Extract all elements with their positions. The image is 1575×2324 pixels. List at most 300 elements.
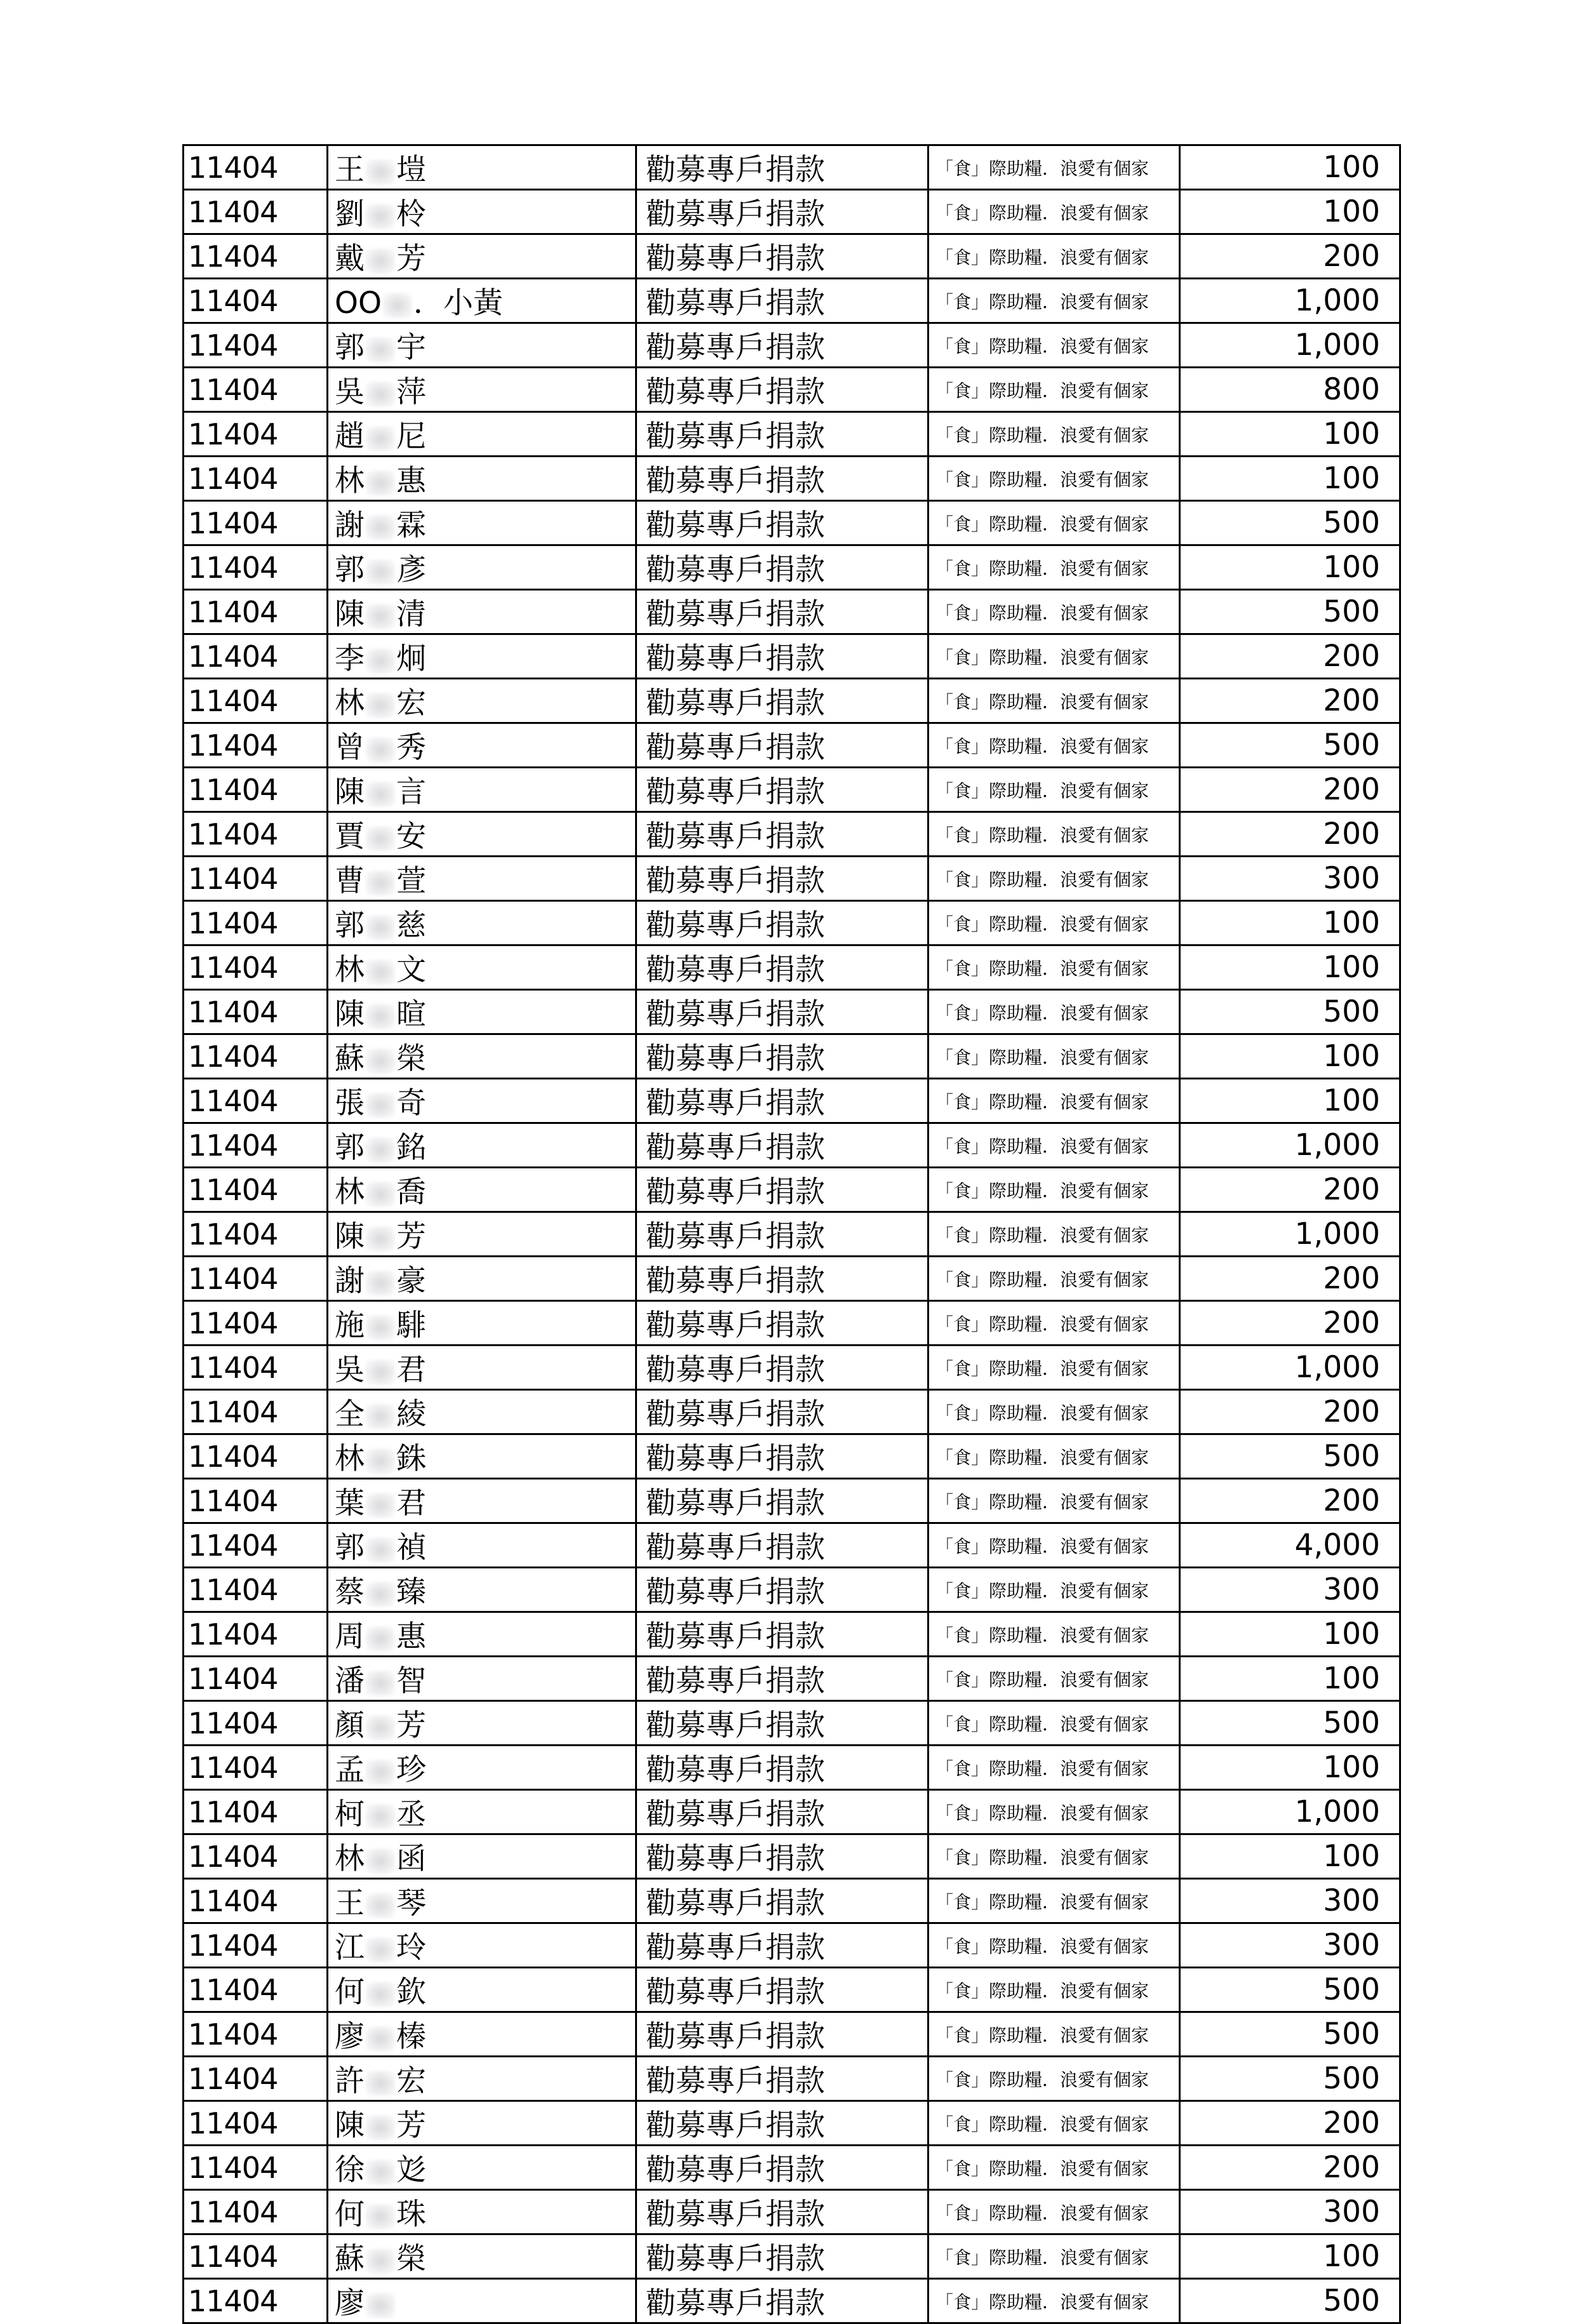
donation-purpose-cell: 「食」際助糧．浪愛有個家 — [928, 1879, 1180, 1923]
redaction-blur — [366, 1359, 395, 1385]
redaction-blur — [366, 1982, 395, 2007]
donation-amount-cell: 200 — [1180, 1301, 1400, 1346]
donation-amount-cell: 500 — [1180, 1434, 1400, 1479]
donor-surname: 郭 — [335, 1130, 365, 1165]
donor-surname: 郭 — [335, 330, 365, 365]
donor-given-name: 惠 — [396, 464, 426, 498]
donation-purpose-cell: 「食」際助糧．浪愛有個家 — [928, 945, 1180, 990]
donor-given-name: 豪 — [396, 1264, 426, 1299]
donation-amount-cell: 500 — [1180, 2057, 1400, 2101]
table-row — [184, 1790, 1400, 1834]
donor-surname: 施 — [335, 1308, 365, 1343]
donation-purpose-cell: 「食」際助糧．浪愛有個家 — [928, 2234, 1180, 2279]
period-cell: 11404 — [184, 1568, 328, 1612]
donor-name-cell — [328, 723, 636, 768]
period-cell: 11404 — [184, 412, 328, 457]
donation-purpose-cell: 「食」際助糧．浪愛有個家 — [928, 234, 1180, 279]
donation-method-cell: 勸募專戶捐款 — [636, 1523, 928, 1568]
donor-given-name: 智 — [396, 1664, 426, 1699]
donor-given-name: 安 — [396, 819, 426, 854]
donor-given-name: 喬 — [396, 1175, 426, 1210]
donation-amount-cell: 1,000 — [1180, 323, 1400, 368]
donation-method-cell: 勸募專戶捐款 — [636, 1612, 928, 1657]
donation-purpose-cell: 「食」際助糧．浪愛有個家 — [928, 1168, 1180, 1212]
donation-purpose-cell: 「食」際助糧．浪愛有個家 — [928, 1923, 1180, 1968]
table-row — [184, 1212, 1400, 1257]
donation-amount-cell: 500 — [1180, 1968, 1400, 2012]
donation-purpose-cell: 「食」際助糧．浪愛有個家 — [928, 412, 1180, 457]
donation-amount-cell: 300 — [1180, 2190, 1400, 2234]
donation-amount-cell: 500 — [1180, 590, 1400, 634]
donor-given-name: 炯 — [396, 641, 426, 676]
donor-given-name: 君 — [396, 1486, 426, 1521]
donation-purpose-cell: 「食」際助糧．浪愛有個家 — [928, 1301, 1180, 1346]
donation-amount-cell: 300 — [1180, 1923, 1400, 1968]
donor-name-cell — [328, 2057, 636, 2101]
table-row — [184, 2012, 1400, 2057]
period-cell: 11404 — [184, 1168, 328, 1212]
donation-amount-cell: 300 — [1180, 857, 1400, 901]
donation-amount-cell: 4,000 — [1180, 1523, 1400, 1568]
donor-name-cell — [328, 2146, 636, 2190]
donor-given-name: 君 — [396, 1352, 426, 1387]
period-cell: 11404 — [184, 1657, 328, 1701]
period-cell: 11404 — [184, 279, 328, 323]
donation-amount-cell: 200 — [1180, 1257, 1400, 1301]
donation-method-cell: 勸募專戶捐款 — [636, 1212, 928, 1257]
donation-purpose-cell: 「食」際助糧．浪愛有個家 — [928, 190, 1180, 234]
period-cell: 11404 — [184, 1479, 328, 1523]
donor-surname: 廖 — [335, 2019, 365, 2054]
donor-surname: 顏 — [335, 1708, 365, 1743]
period-cell: 11404 — [184, 457, 328, 501]
donor-surname: 王 — [335, 152, 365, 187]
donor-name-cell — [328, 812, 636, 857]
donation-method-cell: 勸募專戶捐款 — [636, 368, 928, 412]
table-row — [184, 2101, 1400, 2146]
donation-amount-cell: 1,000 — [1180, 1790, 1400, 1834]
donation-method-cell: 勸募專戶捐款 — [636, 634, 928, 679]
donor-name-cell — [328, 990, 636, 1034]
donation-amount-cell: 500 — [1180, 501, 1400, 545]
table-row — [184, 2190, 1400, 2234]
table-row — [184, 1434, 1400, 1479]
donor-given-name: 欽 — [396, 1975, 426, 2010]
donor-surname: 許 — [335, 2064, 365, 2099]
donation-method-cell: 勸募專戶捐款 — [636, 190, 928, 234]
donor-given-name: 芳 — [396, 241, 426, 276]
redaction-blur — [366, 915, 395, 940]
donor-given-name: 柃 — [396, 197, 426, 232]
redaction-blur — [366, 826, 395, 851]
redaction-blur — [366, 382, 395, 407]
donor-name-cell — [328, 679, 636, 723]
donation-amount-cell: 800 — [1180, 368, 1400, 412]
table-row — [184, 2279, 1400, 2323]
table-row — [184, 279, 1400, 323]
redaction-blur — [366, 2293, 395, 2318]
table-row — [184, 723, 1400, 768]
donor-name-cell — [328, 768, 636, 812]
donor-surname: 吳 — [335, 375, 365, 410]
donation-purpose-cell: 「食」際助糧．浪愛有個家 — [928, 1657, 1180, 1701]
donor-surname: 曹 — [335, 864, 365, 898]
donor-name-cell — [328, 1746, 636, 1790]
table-row — [184, 901, 1400, 945]
table-row — [184, 634, 1400, 679]
donation-method-cell: 勸募專戶捐款 — [636, 1657, 928, 1701]
donor-surname: 陳 — [335, 775, 365, 810]
donation-method-cell: 勸募專戶捐款 — [636, 1346, 928, 1390]
donor-surname: 劉 — [335, 197, 365, 232]
redaction-blur — [366, 1893, 395, 1918]
redaction-blur — [366, 2204, 395, 2229]
donor-surname: 陳 — [335, 597, 365, 632]
donation-amount-cell: 200 — [1180, 234, 1400, 279]
table-row — [184, 1879, 1400, 1923]
redaction-blur — [366, 1226, 395, 1252]
donation-method-cell: 勸募專戶捐款 — [636, 1390, 928, 1434]
donation-amount-cell: 100 — [1180, 1834, 1400, 1879]
donation-amount-cell: 1,000 — [1180, 1123, 1400, 1168]
redaction-blur — [366, 1004, 395, 1029]
period-cell: 11404 — [184, 768, 328, 812]
donation-amount-cell: 300 — [1180, 1568, 1400, 1612]
donor-name-cell — [328, 634, 636, 679]
donation-amount-cell: 100 — [1180, 1746, 1400, 1790]
donation-purpose-cell: 「食」際助糧．浪愛有個家 — [928, 590, 1180, 634]
period-cell: 11404 — [184, 234, 328, 279]
donation-purpose-cell: 「食」際助糧．浪愛有個家 — [928, 2057, 1180, 2101]
donation-method-cell: 勸募專戶捐款 — [636, 857, 928, 901]
table-row — [184, 368, 1400, 412]
redaction-blur — [366, 2071, 395, 2096]
table-row — [184, 1657, 1400, 1701]
donor-given-name: 玲 — [396, 1930, 426, 1965]
donor-surname: 賈 — [335, 819, 365, 854]
donation-purpose-cell: 「食」際助糧．浪愛有個家 — [928, 1346, 1180, 1390]
donor-given-name: 芳 — [396, 1708, 426, 1743]
donor-name-cell — [328, 2279, 636, 2323]
period-cell: 11404 — [184, 545, 328, 590]
period-cell: 11404 — [184, 945, 328, 990]
table-row — [184, 1968, 1400, 2012]
redaction-blur — [366, 1537, 395, 1563]
redaction-blur — [366, 1937, 395, 1963]
redaction-blur — [366, 871, 395, 896]
period-cell: 11404 — [184, 1346, 328, 1390]
donor-name-cell — [328, 2234, 636, 2279]
redaction-blur — [366, 782, 395, 807]
donor-name-cell — [328, 190, 636, 234]
donor-name-cell — [328, 1301, 636, 1346]
period-cell: 11404 — [184, 1257, 328, 1301]
period-cell: 11404 — [184, 2190, 328, 2234]
donor-given-name: 榮 — [396, 2241, 426, 2276]
donor-name-cell — [328, 2190, 636, 2234]
donation-amount-cell: 500 — [1180, 2012, 1400, 2057]
table-row — [184, 990, 1400, 1034]
donation-method-cell: 勸募專戶捐款 — [636, 1123, 928, 1168]
donation-amount-cell: 1,000 — [1180, 279, 1400, 323]
donation-method-cell: 勸募專戶捐款 — [636, 545, 928, 590]
period-cell: 11404 — [184, 2279, 328, 2323]
donor-surname: 江 — [335, 1930, 365, 1965]
donor-given-name: 萱 — [396, 864, 426, 898]
donor-given-name: 秀 — [396, 730, 426, 765]
period-cell: 11404 — [184, 1923, 328, 1968]
donation-amount-cell: 100 — [1180, 412, 1400, 457]
table-row — [184, 234, 1400, 279]
donor-given-name: 禎 — [396, 1530, 426, 1565]
donor-name-cell — [328, 901, 636, 945]
table-row — [184, 1612, 1400, 1657]
donation-amount-cell: 500 — [1180, 723, 1400, 768]
donation-purpose-cell: 「食」際助糧．浪愛有個家 — [928, 1034, 1180, 1079]
donor-given-name: 宏 — [396, 686, 426, 721]
donation-table — [182, 144, 1401, 2324]
donation-purpose-cell: 「食」際助糧．浪愛有個家 — [928, 812, 1180, 857]
redaction-blur — [366, 959, 395, 985]
donor-given-name: 文 — [396, 952, 426, 987]
redaction-blur — [366, 159, 395, 185]
donation-amount-cell: 200 — [1180, 1479, 1400, 1523]
period-cell: 11404 — [184, 323, 328, 368]
donor-given-name: ．小黃 — [413, 286, 503, 321]
redaction-blur — [366, 1448, 395, 1474]
table-row — [184, 1701, 1400, 1746]
donation-method-cell: 勸募專戶捐款 — [636, 1479, 928, 1523]
donor-surname: 吳 — [335, 1352, 365, 1387]
donor-surname: 林 — [335, 1841, 365, 1876]
donor-name-cell — [328, 234, 636, 279]
donor-name-cell — [328, 1701, 636, 1746]
donor-name-cell — [328, 501, 636, 545]
donor-surname: 林 — [335, 464, 365, 498]
donation-method-cell: 勸募專戶捐款 — [636, 2234, 928, 2279]
period-cell: 11404 — [184, 1612, 328, 1657]
period-cell: 11404 — [184, 368, 328, 412]
donor-name-cell — [328, 1879, 636, 1923]
donation-method-cell: 勸募專戶捐款 — [636, 1257, 928, 1301]
period-cell: 11404 — [184, 857, 328, 901]
donation-method-cell: 勸募專戶捐款 — [636, 1879, 928, 1923]
donation-method-cell: 勸募專戶捐款 — [636, 590, 928, 634]
donation-purpose-cell: 「食」際助糧．浪愛有個家 — [928, 634, 1180, 679]
donor-given-name: 銖 — [396, 1441, 426, 1476]
donor-name-cell — [328, 1523, 636, 1568]
donor-surname: 蘇 — [335, 2241, 365, 2276]
period-cell: 11404 — [184, 1879, 328, 1923]
donation-amount-cell: 100 — [1180, 1657, 1400, 1701]
table-row — [184, 1346, 1400, 1390]
redaction-blur — [366, 471, 395, 496]
donor-name-cell — [328, 1479, 636, 1523]
donation-purpose-cell: 「食」際助糧．浪愛有個家 — [928, 768, 1180, 812]
period-cell: 11404 — [184, 2012, 328, 2057]
donation-amount-cell: 200 — [1180, 2101, 1400, 2146]
donation-method-cell: 勸募專戶捐款 — [636, 679, 928, 723]
donor-given-name: 丞 — [396, 1797, 426, 1832]
redaction-blur — [366, 2026, 395, 2052]
donation-amount-cell: 500 — [1180, 990, 1400, 1034]
table-row — [184, 412, 1400, 457]
donation-amount-cell: 200 — [1180, 1168, 1400, 1212]
table-row — [184, 812, 1400, 857]
donor-name-cell — [328, 545, 636, 590]
redaction-blur — [366, 515, 395, 540]
donor-name-cell — [328, 1346, 636, 1390]
redaction-blur — [366, 1093, 395, 1118]
donor-surname: 蔡 — [335, 1575, 365, 1610]
donation-method-cell: 勸募專戶捐款 — [636, 2190, 928, 2234]
donor-name-cell — [328, 1123, 636, 1168]
redaction-blur — [366, 1671, 395, 1696]
donation-purpose-cell: 「食」際助糧．浪愛有個家 — [928, 2190, 1180, 2234]
donor-given-name: 綾 — [396, 1397, 426, 1432]
donation-purpose-cell: 「食」際助糧．浪愛有個家 — [928, 2012, 1180, 2057]
donation-method-cell: 勸募專戶捐款 — [636, 1568, 928, 1612]
donor-surname: 陳 — [335, 2108, 365, 2143]
donor-name-cell — [328, 1034, 636, 1079]
donation-method-cell: 勸募專戶捐款 — [636, 1834, 928, 1879]
donation-amount-cell: 300 — [1180, 1879, 1400, 1923]
table-row — [184, 1746, 1400, 1790]
donor-given-name: 尼 — [396, 419, 426, 454]
period-cell: 11404 — [184, 812, 328, 857]
donation-purpose-cell: 「食」際助糧．浪愛有個家 — [928, 1479, 1180, 1523]
donor-name-cell — [328, 945, 636, 990]
donation-amount-cell: 100 — [1180, 2234, 1400, 2279]
table-row — [184, 2146, 1400, 2190]
donation-purpose-cell: 「食」際助糧．浪愛有個家 — [928, 1612, 1180, 1657]
redaction-blur — [366, 204, 395, 229]
table-row — [184, 1568, 1400, 1612]
donation-amount-cell: 500 — [1180, 2279, 1400, 2323]
donation-method-cell: 勸募專戶捐款 — [636, 723, 928, 768]
donor-given-name: 清 — [396, 597, 426, 632]
donation-amount-cell: 1,000 — [1180, 1346, 1400, 1390]
donor-name-cell — [328, 368, 636, 412]
table-row — [184, 1390, 1400, 1434]
period-cell: 11404 — [184, 1390, 328, 1434]
table-row — [184, 1479, 1400, 1523]
donor-name-cell — [328, 1790, 636, 1834]
table-row — [184, 1168, 1400, 1212]
donor-given-name: 惠 — [396, 1619, 426, 1654]
donor-name-cell — [328, 1834, 636, 1879]
donation-purpose-cell: 「食」際助糧．浪愛有個家 — [928, 990, 1180, 1034]
donation-method-cell: 勸募專戶捐款 — [636, 990, 928, 1034]
donation-method-cell: 勸募專戶捐款 — [636, 412, 928, 457]
period-cell: 11404 — [184, 990, 328, 1034]
donation-amount-cell: 100 — [1180, 901, 1400, 945]
donation-purpose-cell: 「食」際助糧．浪愛有個家 — [928, 1123, 1180, 1168]
donor-surname: 徐 — [335, 2153, 365, 2187]
donor-given-name: 彣 — [396, 2153, 426, 2187]
donor-given-name: 塏 — [396, 152, 426, 187]
donation-method-cell: 勸募專戶捐款 — [636, 2101, 928, 2146]
redaction-blur — [366, 1804, 395, 1829]
redaction-blur — [366, 1315, 395, 1340]
donor-given-name: 暄 — [396, 997, 426, 1032]
donor-surname: 謝 — [335, 508, 365, 543]
donation-method-cell: 勸募專戶捐款 — [636, 1168, 928, 1212]
donor-given-name: 彥 — [396, 552, 426, 587]
donor-surname: 郭 — [335, 1530, 365, 1565]
donation-method-cell: 勸募專戶捐款 — [636, 945, 928, 990]
donor-name-cell — [328, 1079, 636, 1123]
donor-given-name: 萍 — [396, 375, 426, 410]
table-row — [184, 590, 1400, 634]
donor-given-name: 珍 — [396, 1753, 426, 1787]
donation-purpose-cell: 「食」際助糧．浪愛有個家 — [928, 1790, 1180, 1834]
donation-method-cell: 勸募專戶捐款 — [636, 457, 928, 501]
table-row — [184, 1079, 1400, 1123]
donation-method-cell: 勸募專戶捐款 — [636, 279, 928, 323]
donor-surname: 潘 — [335, 1664, 365, 1699]
period-cell: 11404 — [184, 1968, 328, 2012]
table-row — [184, 501, 1400, 545]
donation-method-cell: 勸募專戶捐款 — [636, 901, 928, 945]
donor-given-name: 榮 — [396, 1041, 426, 1076]
donation-purpose-cell: 「食」際助糧．浪愛有個家 — [928, 2279, 1180, 2323]
donor-name-cell — [328, 857, 636, 901]
donor-surname: OO — [335, 286, 382, 321]
donation-method-cell: 勸募專戶捐款 — [636, 323, 928, 368]
donation-amount-cell: 100 — [1180, 1079, 1400, 1123]
period-cell: 11404 — [184, 2057, 328, 2101]
donor-surname: 林 — [335, 1175, 365, 1210]
donation-table-body — [184, 145, 1400, 2323]
donor-surname: 何 — [335, 2197, 365, 2232]
donor-surname: 何 — [335, 1975, 365, 2010]
donor-surname: 戴 — [335, 241, 365, 276]
donor-surname: 郭 — [335, 552, 365, 587]
redaction-blur — [366, 1137, 395, 1163]
donor-given-name: 慈 — [396, 908, 426, 943]
donation-amount-cell: 200 — [1180, 634, 1400, 679]
donor-given-name: 函 — [396, 1841, 426, 1876]
donation-purpose-cell: 「食」際助糧．浪愛有個家 — [928, 368, 1180, 412]
redaction-blur — [366, 1582, 395, 1607]
donation-method-cell: 勸募專戶捐款 — [636, 1790, 928, 1834]
table-row — [184, 945, 1400, 990]
donation-purpose-cell: 「食」際助糧．浪愛有個家 — [928, 545, 1180, 590]
period-cell: 11404 — [184, 901, 328, 945]
donor-given-name: 奇 — [396, 1086, 426, 1121]
donation-purpose-cell: 「食」際助糧．浪愛有個家 — [928, 2101, 1180, 2146]
redaction-blur — [366, 337, 395, 363]
donation-purpose-cell: 「食」際助糧．浪愛有個家 — [928, 1523, 1180, 1568]
table-row — [184, 1123, 1400, 1168]
period-cell: 11404 — [184, 634, 328, 679]
donation-amount-cell: 100 — [1180, 190, 1400, 234]
donation-method-cell: 勸募專戶捐款 — [636, 1746, 928, 1790]
redaction-blur — [366, 1404, 395, 1429]
donor-given-name: 芳 — [396, 1219, 426, 1254]
donation-purpose-cell: 「食」際助糧．浪愛有個家 — [928, 1746, 1180, 1790]
donation-method-cell: 勸募專戶捐款 — [636, 2279, 928, 2323]
donation-method-cell: 勸募專戶捐款 — [636, 2146, 928, 2190]
table-row — [184, 1923, 1400, 1968]
donor-surname: 廖 — [335, 2286, 365, 2321]
period-cell: 11404 — [184, 1523, 328, 1568]
donor-given-name: 臻 — [396, 1575, 426, 1610]
period-cell: 11404 — [184, 190, 328, 234]
period-cell: 11404 — [184, 1834, 328, 1879]
donor-surname: 蘇 — [335, 1041, 365, 1076]
